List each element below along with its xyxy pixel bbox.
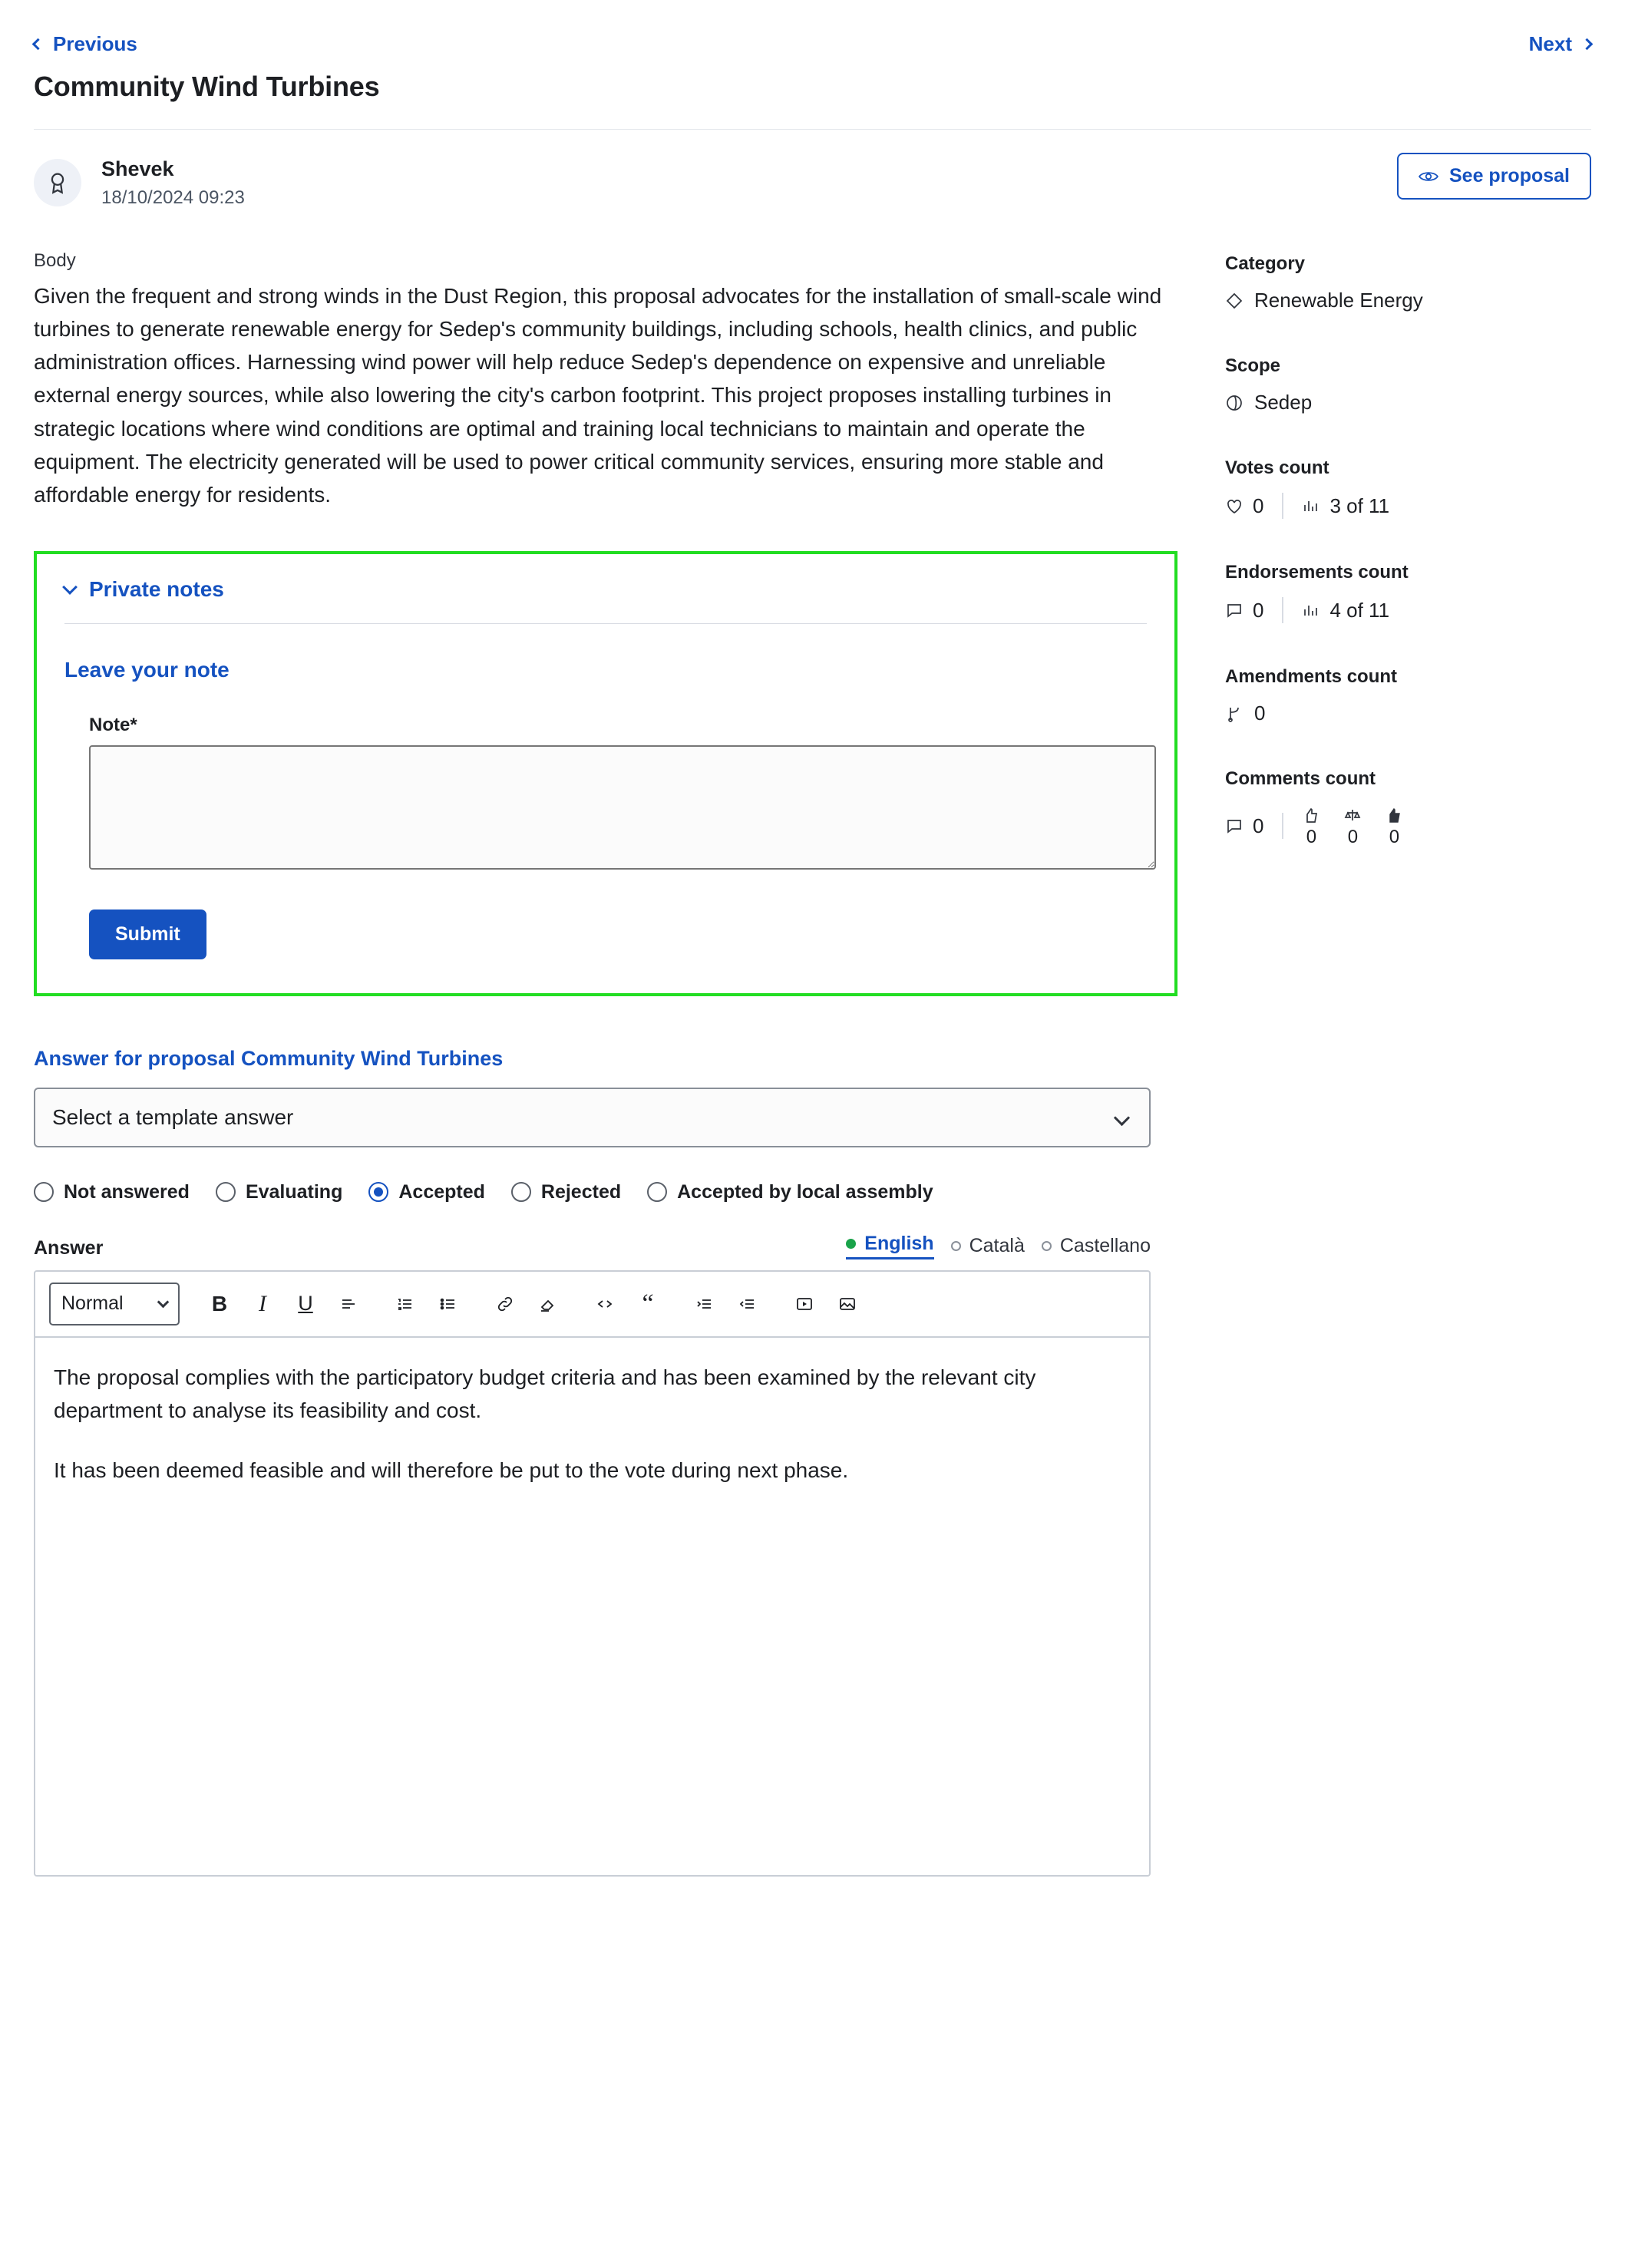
status-dot-icon xyxy=(846,1239,856,1249)
private-notes-divider xyxy=(64,623,1147,624)
language-label: Català xyxy=(969,1234,1025,1256)
comment-downvote-count: 0 xyxy=(1389,827,1400,848)
comments-count: 0 xyxy=(1253,814,1264,837)
ordered-list-icon[interactable] xyxy=(384,1284,427,1324)
sidebar-scope xyxy=(1225,355,1586,414)
ranking-icon xyxy=(1302,602,1320,619)
body-text: Given the frequent and strong winds in the Dust Region, this proposal advocates for the installation of small-scale wind turbines to generate renewable energy for Sedep's community buildings, including schools, health clinics, and public administration offices. Harnessing wind power will help reduce Sedep's dependence on expensive and unreliable external energy sources, while also lowering the city's carbon footprint. This project proposes installing turbines in strategic locations where wind conditions are optimal and training local technicians to maintain and operate the equipment. The electricity generated will be used to power critical community services, ensuring more stable and affordable energy for residents. xyxy=(34,284,1162,507)
note-input[interactable] xyxy=(89,745,1156,870)
votes-count: 0 xyxy=(1253,494,1264,517)
bold-icon[interactable]: B xyxy=(211,1291,228,1316)
comment-neutral xyxy=(1343,807,1362,848)
scope-title: Scope xyxy=(1225,355,1281,377)
underline-icon[interactable]: U xyxy=(298,1292,313,1316)
next-button[interactable] xyxy=(1529,32,1591,56)
template-answer-select-wrapper xyxy=(34,1088,1151,1147)
divider xyxy=(1282,493,1283,519)
thumb-up-icon xyxy=(1302,807,1320,824)
radio-icon xyxy=(647,1182,667,1202)
submit-note-button[interactable]: Submit xyxy=(89,910,206,959)
private-notes-toggle[interactable] xyxy=(64,577,1147,602)
sidebar xyxy=(1225,250,1586,891)
author-name: Shevek xyxy=(101,157,174,180)
answer-label-row xyxy=(34,1233,1151,1259)
status-label: Accepted by local assembly xyxy=(677,1180,933,1203)
strikethrough-icon[interactable] xyxy=(327,1284,370,1324)
blockquote-icon[interactable]: “ xyxy=(642,1289,654,1318)
previous-button[interactable] xyxy=(34,32,137,56)
comment-icon xyxy=(1225,817,1244,834)
unordered-list-icon[interactable] xyxy=(427,1284,470,1324)
editor-paragraph: The proposal complies with the participatory budget criteria and has been examined by the relevant city department to analyse its feasibility and cost. xyxy=(54,1365,1036,1423)
indent-increase-icon[interactable] xyxy=(683,1284,726,1324)
answer-status-radio-group xyxy=(34,1181,1177,1203)
amendments-count: 0 xyxy=(1254,702,1266,725)
leave-note-title: Leave your note xyxy=(64,657,230,682)
votes-ranking: 3 of 11 xyxy=(1329,494,1390,517)
left-column xyxy=(34,250,1177,1877)
scope-value: Sedep xyxy=(1254,391,1313,414)
chevron-down-icon xyxy=(157,1296,170,1309)
votes-title: Votes count xyxy=(1225,457,1329,479)
endorsements-title: Endorsements count xyxy=(1225,562,1409,583)
comment-upvotes xyxy=(1302,807,1320,848)
chevron-left-icon xyxy=(32,38,45,51)
page-title: Community Wind Turbines xyxy=(34,71,380,102)
thumb-up-filled-icon xyxy=(1385,807,1403,824)
language-tab-english[interactable] xyxy=(846,1233,933,1259)
radio-icon-selected xyxy=(368,1182,388,1202)
endorsement-icon xyxy=(1225,602,1244,619)
eye-icon xyxy=(1419,170,1438,183)
see-proposal-label: See proposal xyxy=(1449,165,1570,187)
rich-text-editor xyxy=(34,1270,1151,1877)
status-option-accepted[interactable] xyxy=(368,1181,485,1203)
author-row xyxy=(0,130,1625,209)
format-select-value: Normal xyxy=(61,1292,124,1315)
sidebar-category xyxy=(1225,253,1586,312)
radio-icon xyxy=(216,1182,236,1202)
sidebar-endorsements xyxy=(1225,562,1586,623)
template-answer-select[interactable]: Select a template answer xyxy=(34,1088,1151,1147)
image-icon[interactable] xyxy=(826,1284,869,1324)
private-notes-heading: Private notes xyxy=(89,576,224,601)
amendments-title: Amendments count xyxy=(1225,666,1398,688)
language-tab-castellano[interactable] xyxy=(1042,1235,1151,1257)
status-label: Rejected xyxy=(540,1180,622,1203)
radio-icon xyxy=(511,1182,531,1202)
branch-icon xyxy=(1225,705,1244,722)
editor-content[interactable] xyxy=(35,1338,1149,1875)
radio-icon xyxy=(34,1182,54,1202)
divider xyxy=(1282,813,1283,839)
comment-downvotes xyxy=(1385,807,1403,848)
private-notes-panel xyxy=(34,551,1177,996)
next-label: Next xyxy=(1528,32,1572,55)
status-option-not-answered[interactable] xyxy=(34,1181,190,1203)
sidebar-amendments xyxy=(1225,666,1586,725)
italic-icon[interactable]: I xyxy=(259,1290,266,1316)
status-label: Not answered xyxy=(64,1180,190,1203)
balance-icon xyxy=(1343,807,1362,824)
language-label: Castellano xyxy=(1059,1234,1151,1256)
category-title: Category xyxy=(1225,253,1306,275)
comments-title: Comments count xyxy=(1225,768,1376,790)
vote-icon xyxy=(1225,497,1244,514)
tag-icon xyxy=(1225,292,1244,310)
previous-label: Previous xyxy=(53,32,137,55)
code-icon[interactable] xyxy=(583,1284,626,1324)
author-meta xyxy=(101,156,245,209)
language-tabs xyxy=(846,1233,1151,1259)
sidebar-votes xyxy=(1225,457,1586,519)
note-field-label: Note* xyxy=(89,714,137,735)
editor-paragraph: It has been deemed feasible and will therefore be put to the vote during next phase. xyxy=(54,1458,849,1482)
status-dot-icon xyxy=(951,1241,961,1251)
video-icon[interactable] xyxy=(783,1284,826,1324)
globe-icon xyxy=(1225,394,1244,412)
language-label: English xyxy=(864,1232,934,1254)
see-proposal-button[interactable] xyxy=(1397,153,1591,200)
body-label: Body xyxy=(34,250,76,272)
erase-format-icon[interactable] xyxy=(527,1284,570,1324)
status-option-accepted-local-assembly[interactable] xyxy=(647,1181,933,1203)
main-content xyxy=(0,209,1625,1877)
link-icon[interactable] xyxy=(484,1284,527,1324)
answer-field-label: Answer xyxy=(34,1236,104,1259)
author-date: 18/10/2024 09:23 xyxy=(101,187,245,209)
chevron-right-icon xyxy=(1581,38,1594,51)
top-navigation xyxy=(0,0,1625,60)
status-option-rejected[interactable] xyxy=(511,1181,621,1203)
status-label: Evaluating xyxy=(245,1180,343,1203)
language-tab-catala[interactable] xyxy=(951,1235,1025,1257)
endorsements-ranking: 4 of 11 xyxy=(1329,598,1390,622)
endorsements-count: 0 xyxy=(1253,598,1264,622)
sidebar-comments xyxy=(1225,768,1586,848)
avatar xyxy=(34,159,81,206)
status-label: Accepted xyxy=(398,1180,485,1203)
editor-toolbar xyxy=(35,1272,1149,1338)
ranking-icon xyxy=(1302,497,1320,514)
category-value: Renewable Energy xyxy=(1254,289,1423,312)
format-select[interactable] xyxy=(49,1283,180,1325)
indent-decrease-icon[interactable] xyxy=(726,1284,769,1324)
comment-upvote-count: 0 xyxy=(1306,827,1317,848)
status-dot-icon xyxy=(1042,1241,1052,1251)
chevron-down-icon xyxy=(62,579,78,595)
status-option-evaluating[interactable] xyxy=(216,1181,342,1203)
comment-neutral-count: 0 xyxy=(1347,827,1359,848)
answer-heading: Answer for proposal Community Wind Turbines xyxy=(34,1046,504,1070)
divider xyxy=(1282,597,1283,623)
